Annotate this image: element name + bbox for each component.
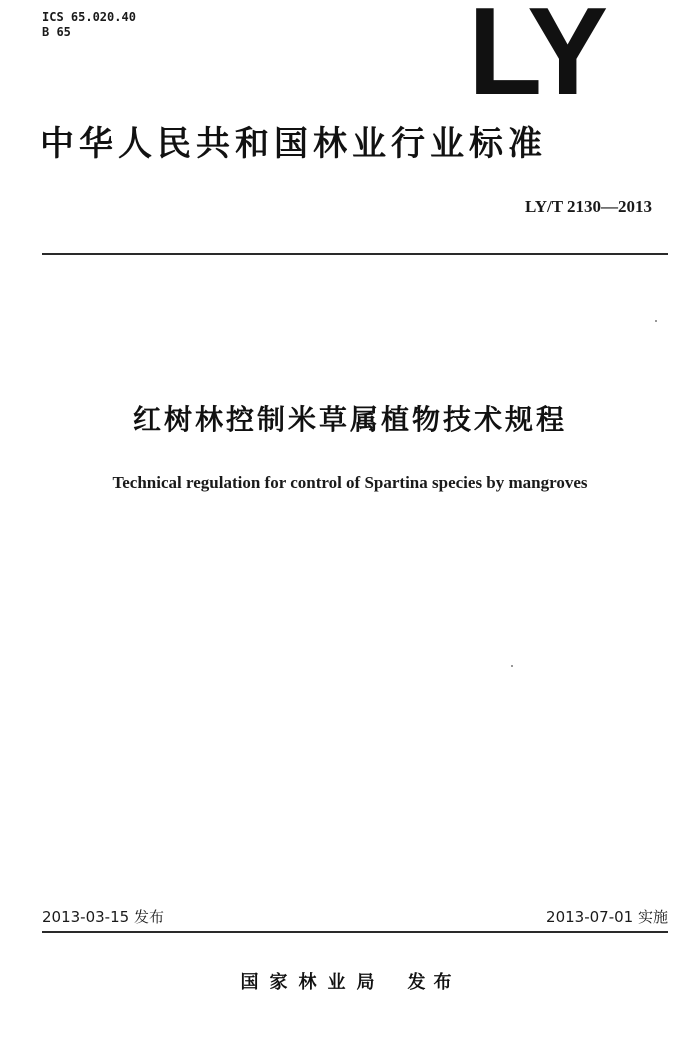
publisher-line [0,970,700,996]
implementation-date: 2013-07-01 实施 [546,908,668,926]
classification-codes [42,10,136,40]
bottom-divider [42,931,668,933]
publisher-action: 发布 [407,972,460,993]
top-divider [42,253,668,255]
standard-number: LY/T 2130—2013 [524,197,652,216]
issue-date: 2013-03-15 发布 [42,908,164,926]
standard-category-title: 中华人民共和国林业行业标准 [40,124,547,164]
ics-code: ICS 65.020.40 [42,10,136,24]
document-title-english: Technical regulation for control of Spartina species by mangroves [112,473,588,492]
publisher-organization: 国家林业局 [240,972,386,993]
scan-speck [655,320,657,322]
document-title-chinese: 红树林控制米草属植物技术规程 [132,403,567,436]
standard-logo: LY [468,0,605,121]
scan-speck [511,665,513,667]
ccs-code: B 65 [42,25,71,39]
